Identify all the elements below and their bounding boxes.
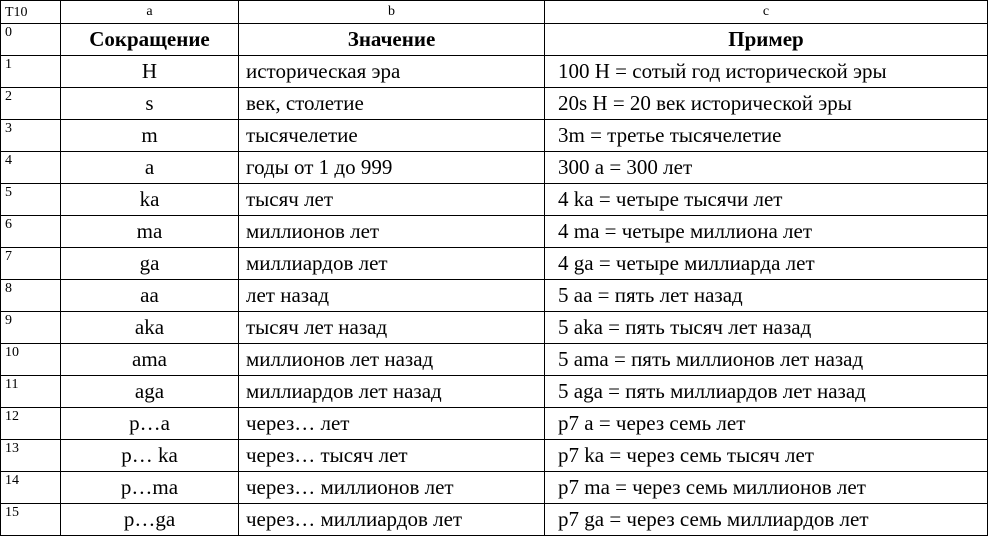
meaning-cell: историческая эра: [239, 56, 545, 88]
row-index: 6: [1, 216, 61, 248]
table-row: [1, 312, 988, 344]
row-index: 0: [1, 24, 61, 56]
example-cell: 5 aga = пять миллиардов лет назад: [545, 376, 988, 408]
example-cell: p7 a = через семь лет: [545, 408, 988, 440]
table-row: [1, 504, 988, 536]
row-index: 5: [1, 184, 61, 216]
example-cell: 4 ga = четыре миллиарда лет: [545, 248, 988, 280]
table-row: [1, 184, 988, 216]
meaning-cell: через… миллионов лет: [239, 472, 545, 504]
abbreviation-cell: a: [61, 152, 239, 184]
table-row: [1, 440, 988, 472]
abbreviation-cell: aga: [61, 376, 239, 408]
column-letter-b: b: [239, 1, 545, 24]
example-cell: 4 ka = четыре тысячи лет: [545, 184, 988, 216]
row-index: 13: [1, 440, 61, 472]
meaning-cell: век, столетие: [239, 88, 545, 120]
header-row: [1, 24, 988, 56]
row-index: 14: [1, 472, 61, 504]
abbreviation-cell: ka: [61, 184, 239, 216]
table-row: [1, 152, 988, 184]
header-meaning: Значение: [239, 24, 545, 56]
column-letter-row: [1, 1, 988, 24]
example-cell: 5 aa = пять лет назад: [545, 280, 988, 312]
abbreviation-cell: ama: [61, 344, 239, 376]
table-corner-label: T10: [1, 1, 61, 24]
table-row: [1, 248, 988, 280]
abbreviation-cell: p… ka: [61, 440, 239, 472]
meaning-cell: миллиардов лет назад: [239, 376, 545, 408]
meaning-cell: тысяч лет: [239, 184, 545, 216]
example-cell: 3m = третье тысячелетие: [545, 120, 988, 152]
example-cell: 100 H = сотый год исторической эры: [545, 56, 988, 88]
abbreviation-cell: p…ga: [61, 504, 239, 536]
table-body: [1, 1, 988, 536]
header-abbreviation: Сокращение: [61, 24, 239, 56]
abbreviation-cell: p…ma: [61, 472, 239, 504]
abbreviation-cell: ma: [61, 216, 239, 248]
table-row: [1, 216, 988, 248]
meaning-cell: через… лет: [239, 408, 545, 440]
row-index: 11: [1, 376, 61, 408]
example-cell: p7 ka = через семь тысяч лет: [545, 440, 988, 472]
header-example: Пример: [545, 24, 988, 56]
abbreviation-cell: H: [61, 56, 239, 88]
example-cell: 4 ma = четыре миллиона лет: [545, 216, 988, 248]
example-cell: p7 ga = через семь миллиардов лет: [545, 504, 988, 536]
row-index: 12: [1, 408, 61, 440]
example-cell: 300 a = 300 лет: [545, 152, 988, 184]
example-cell: 20s H = 20 век исторической эры: [545, 88, 988, 120]
table-row: [1, 472, 988, 504]
abbreviation-cell: s: [61, 88, 239, 120]
meaning-cell: годы от 1 до 999: [239, 152, 545, 184]
meaning-cell: миллионов лет назад: [239, 344, 545, 376]
column-letter-a: a: [61, 1, 239, 24]
row-index: 10: [1, 344, 61, 376]
table-row: [1, 408, 988, 440]
table-row: [1, 344, 988, 376]
example-cell: 5 aka = пять тысяч лет назад: [545, 312, 988, 344]
abbreviation-cell: p…a: [61, 408, 239, 440]
abbreviation-cell: aa: [61, 280, 239, 312]
table-row: [1, 280, 988, 312]
abbreviation-cell: aka: [61, 312, 239, 344]
row-index: 2: [1, 88, 61, 120]
abbreviation-cell: ga: [61, 248, 239, 280]
row-index: 7: [1, 248, 61, 280]
meaning-cell: тысяч лет назад: [239, 312, 545, 344]
row-index: 15: [1, 504, 61, 536]
row-index: 8: [1, 280, 61, 312]
meaning-cell: через… миллиардов лет: [239, 504, 545, 536]
column-letter-c: c: [545, 1, 988, 24]
row-index: 3: [1, 120, 61, 152]
example-cell: 5 ama = пять миллионов лет назад: [545, 344, 988, 376]
table-row: [1, 56, 988, 88]
row-index: 1: [1, 56, 61, 88]
meaning-cell: миллиардов лет: [239, 248, 545, 280]
meaning-cell: через… тысяч лет: [239, 440, 545, 472]
table-row: [1, 120, 988, 152]
meaning-cell: тысячелетие: [239, 120, 545, 152]
meaning-cell: миллионов лет: [239, 216, 545, 248]
meaning-cell: лет назад: [239, 280, 545, 312]
table-row: [1, 376, 988, 408]
example-cell: p7 ma = через семь миллионов лет: [545, 472, 988, 504]
abbreviation-cell: m: [61, 120, 239, 152]
table-row: [1, 88, 988, 120]
row-index: 9: [1, 312, 61, 344]
row-index: 4: [1, 152, 61, 184]
